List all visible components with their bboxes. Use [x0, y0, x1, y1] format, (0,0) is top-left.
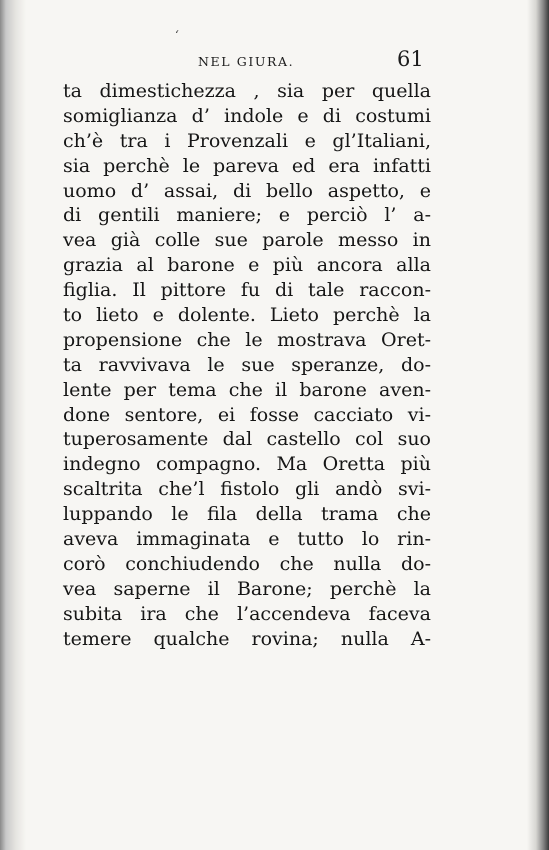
text-line: di gentili maniere; e perciò l’ a-: [63, 204, 431, 227]
text-line: scaltrita che’l fistolo gli andò svi-: [63, 478, 431, 501]
text-line: indegno compagno. Ma Oretta più: [63, 453, 431, 476]
page-left-edge-shadow: [0, 0, 26, 850]
text-line: figlia. Il pittore fu di tale raccon-: [63, 279, 431, 302]
running-head: NEL GIURA.: [198, 54, 295, 69]
text-line: lente per tema che il barone aven-: [63, 378, 431, 401]
text-line: to lieto e dolente. Lieto perchè la: [63, 304, 431, 327]
text-line: ch’è tra i Provenzali e gl’Italiani,: [63, 129, 431, 152]
text-line: ta dimestichezza , sia per quella: [63, 80, 431, 102]
text-line: done sentore, ei fosse cacciato vi-: [63, 403, 431, 426]
text-line: ta ravvivava le sue speranze, do-: [63, 353, 431, 376]
text-line: grazia al barone e più ancora alla: [63, 254, 431, 277]
text-line: temere qualche rovina; nulla A-: [63, 627, 431, 650]
page-number: 61: [397, 47, 424, 71]
text-line: tuperosamente dal castello col suo: [63, 428, 431, 451]
text-line: aveva immaginata e tutto lo rin-: [63, 528, 431, 551]
text-line: sia perchè le pareva ed era infatti: [63, 154, 431, 177]
text-line: subita ira che l’accendeva faceva: [63, 602, 431, 625]
text-line: propensione che le mostrava Oret-: [63, 328, 431, 351]
text-line: uomo d’ assai, di bello aspetto, e: [63, 179, 431, 202]
text-line: corò conchiudendo che nulla do-: [63, 552, 431, 575]
body-text: [63, 79, 431, 651]
text-line: vea già colle sue parole messo in: [63, 229, 431, 252]
text-line: luppando le fila della trama che: [63, 503, 431, 526]
page-right-edge-shadow: [527, 0, 549, 850]
stray-ink-mark: ʻ: [175, 28, 179, 42]
text-line: somiglianza d’ indole e di costumi: [63, 104, 431, 127]
text-line: vea saperne il Barone; perchè la: [63, 577, 431, 600]
